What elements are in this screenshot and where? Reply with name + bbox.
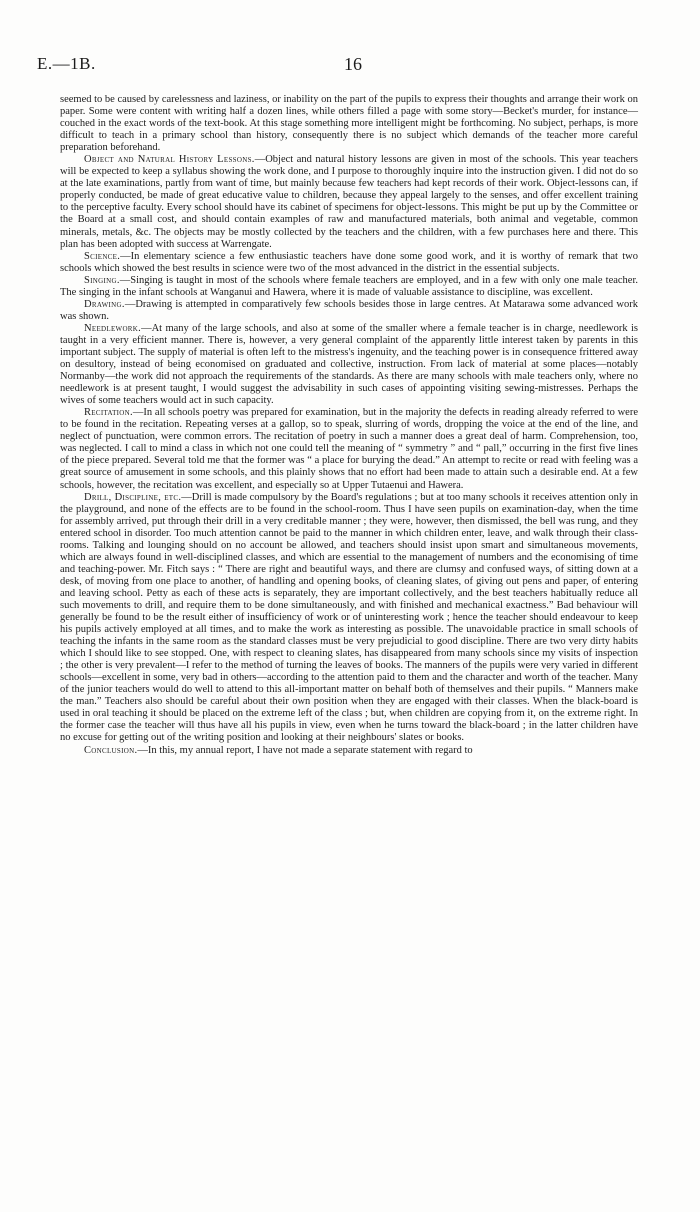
- paragraph-recitation: [60, 407, 638, 491]
- paragraph-text: —In elementary science a few enthusiastic teachers have done some good work, and it is worthy of remark that two schools which showed the best results in science were two of the most advanced in the district in the essential subjects.: [60, 250, 638, 274]
- paragraph-text: —Drawing is attempted in comparatively few schools besides those in large centres. At Matarawa some advanced work was shown.: [60, 298, 638, 322]
- paragraph-text: —Drill is made compulsory by the Board's regulations ; but at too many schools it receives attention only in the playground, and none of the effects are to be found in the school-room. Thus I have seen pupils on examination-day, when the time for assembly arrived, put through their drill in a very creditable manner ; they were, however, then dismissed, the bell was rung, and they entered school in disorder. Too much attention cannot be paid to the manner in which children enter, leave, and walk through their class-rooms. Talking and lounging should on no account be allowed, and teachers should insist upon smart and simultaneous movements, which are always found in well-disciplined classes, and which are essential to the management of numbers and the economising of time and teaching-power. Mr. Fitch says : “ There are right and beautiful ways, and there are clumsy and confused ways, of sitting down at a desk, of moving from one place to another, of handling and opening books, of cleaning slates, of giving out pens and paper, of entering and leaving school. Petty as each of these acts is separately, they are important collectively, and the best teachers habitually reduce all such movements to drill, and require them to be done simultaneously, and with finished and mechanical exactness.” Bad behaviour will generally be found to be the result either of insufficiency of work or of uninteresting work ; hence the teacher should endeavour to keep his pupils actively employed at all times, and to make the work as interesting as possible. The unavoidable practice in small schools of teaching the infants in the same room as the standard classes must be very prejudicial to good discipline. There are two very dirty habits which I should like to see stopped. One, with respect to cleaning slates, has disappeared from many schools since my visits of inspection ; the other is very prevalent—I refer to the method of turning the leaves of books. The manners of the pupils were very varied in different schools—excellent in some, very bad in others—according to the attention paid to them and the character and worth of the teacher. Many of the junior teachers would do well to attend to this all-important matter on behalf both of themselves and their pupils. “ Manners make the man.” Teachers also should be careful about their own position when they are engaged with their classes. When the black-board is used in oral teaching it should be placed on the extreme left of the class ; but, when children are copying from it, on the extreme right. In the former case the teacher will thus have all his pupils in view, even when he turns toward the black-board ; in the latter children have no excuse for getting out of the writing position and looking at their neighbours' slates or books.: [60, 491, 638, 744]
- paragraph-needlework: [60, 323, 638, 407]
- section-heading: Needlework.: [84, 322, 142, 334]
- paragraph-conclusion: [60, 745, 638, 757]
- paragraph-history-continued: [60, 94, 638, 154]
- paragraph-text: seemed to be caused by carelessness and laziness, or inability on the part of the pupils to express their thoughts and arrange their work on paper. Some were content with writing half a dozen lines, while others filled a page with some story—Becket's murder, for instance—couched in the exact words of the text-book. At this stage something more intelligent might be forthcoming. No subject, perhaps, is more difficult to teach in a primary school than history, consequently there is no subject which demands of the teacher more careful preparation beforehand.: [60, 94, 638, 154]
- section-heading: Recitation.: [84, 407, 133, 419]
- page-number: 16: [344, 54, 362, 74]
- paragraph-drawing: [60, 299, 638, 323]
- section-heading: Drawing.: [84, 298, 125, 310]
- paragraph-text: —Singing is taught in most of the schools where female teachers are employed, and in a few with only one male teacher. The singing in the infant schools at Wanganui and Hawera, where it is made of valuable assistance to discipline, was excellent.: [60, 274, 638, 298]
- report-body: [60, 94, 638, 757]
- paragraph-object-lessons: [60, 154, 638, 250]
- paragraph-text: —In this, my annual report, I have not made a separate statement with regard to: [137, 744, 473, 756]
- page-header: [37, 54, 663, 78]
- section-heading: Science.: [84, 250, 121, 262]
- paragraph-text: —At many of the large schools, and also at some of the smaller where a female teacher is in charge, needlework is taught in a very efficient manner. There is, however, a very general complaint of the apparently little interest taken by parents in this important subject. The supply of material is often left to the mistress's ingenuity, and the teaching power is in consequence frittered away on desultory, instead of being economised on graduated and collective, instruction. From lack of material at some places—notably Normanby—the work did not approach the requirements of the standards. As there are many schools with male teachers only, where no needlework is at present taught, I would suggest the advisability in such cases of appointing visiting sewing-mistresses. Perhaps the wives of some teachers would act in such capacity.: [60, 322, 638, 407]
- document-reference: E.—1B.: [37, 54, 96, 73]
- section-heading: Singing.: [84, 274, 120, 286]
- paragraph-singing: [60, 275, 638, 299]
- section-heading: Drill, Discipline, etc.: [84, 491, 182, 503]
- paragraph-text: —Object and natural history lessons are given in most of the schools. This year teachers will be expected to keep a syllabus showing the work done, and I purpose to thoroughly inquire into the instruction given. I did not do so at the late examinations, partly from want of time, but mainly because few teachers had kept records of their work. Object-lessons can, if properly conducted, be made of great educative value to children, because they appeal largely to the senses, and offer excellent training to the perceptive faculty. Every school should have its cabinet of specimens for object-lessons. This might be put up by the Committee or the Board at a small cost, and should contain examples of raw and manufactured materials, both animal and vegetable, common minerals, metals, &c. The objects may be mostly collected by the teachers and the children, with a few purchases here and there. This plan has been adopted with success at Warrengate.: [60, 154, 638, 250]
- section-heading: Conclusion.: [84, 744, 138, 756]
- paragraph-drill-discipline: [60, 492, 638, 745]
- paragraph-science: [60, 251, 638, 275]
- paragraph-text: —In all schools poetry was prepared for examination, but in the majority the defects in reading already referred to were to be found in the recitation. Repeating verses at a gallop, so to speak, slurring of words, dropping the voice at the end of the line, and neglect of punctuation, were common errors. The recitation of poetry in such a manner does a great deal of harm. Comprehension, too, was neglected. I call to mind a class in which not one could tell the meaning of “ symmetry ” and “ pall,” occurring in the first five lines of the piece prepared. Several told me that the former was “ a place for burying the dead.” An attempt to recite or read with feeling was a great source of amusement in some schools, and this plainly shows that no effort had been made to attain such a desirable end. At a few schools, however, the recitation was excellent, and especially so at Upper Tutaenui and Hawera.: [60, 407, 638, 491]
- section-heading: Object and Natural History Lessons.: [84, 154, 255, 166]
